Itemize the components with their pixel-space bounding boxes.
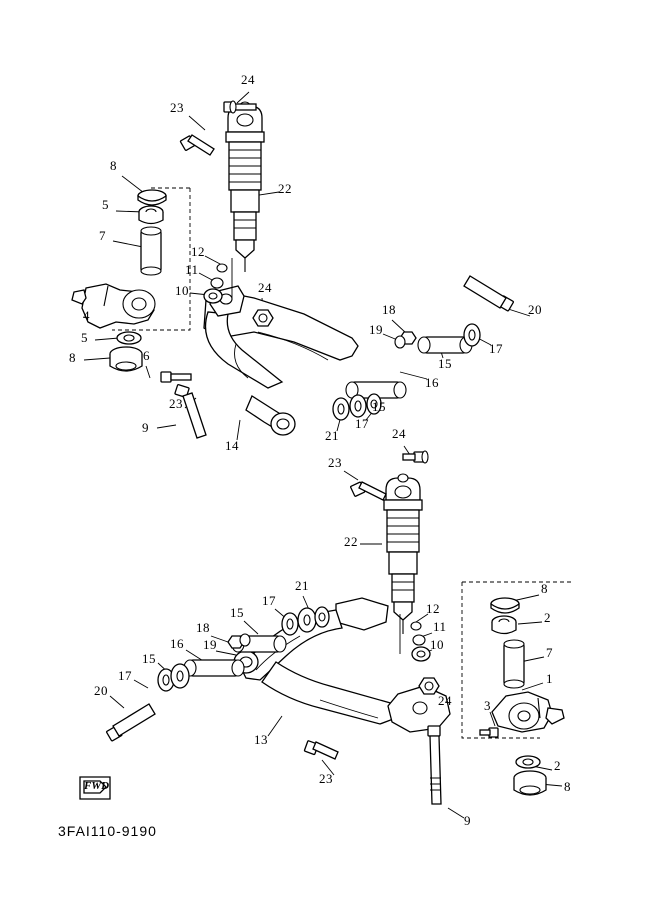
callout-8: 8 (110, 158, 117, 173)
shock-absorber-lower (384, 474, 422, 634)
callout-18: 18 (382, 302, 396, 317)
nut-24-upper (253, 310, 273, 326)
callout-8c: 8 (541, 581, 548, 596)
callout-17b: 17 (355, 416, 369, 431)
part-8-lower-right-cap (491, 598, 519, 613)
callout-16: 16 (425, 375, 439, 390)
callout-22: 22 (278, 181, 292, 196)
callout-11: 11 (185, 262, 199, 277)
callout-24b: 24 (258, 280, 272, 295)
callout-5b: 5 (81, 330, 88, 345)
bolt-23-upper (180, 135, 214, 155)
callout-24d: 24 (438, 693, 452, 708)
bolt-23-lower-arm (304, 741, 338, 759)
leader-lines-lower (110, 446, 562, 818)
lower-a-arm-13 (234, 598, 450, 732)
part-8-bottom-right-cap (514, 771, 546, 795)
callout-14: 14 (225, 438, 239, 453)
callout-5: 5 (102, 197, 109, 212)
callout-23c: 23 (328, 455, 342, 470)
callout-4: 4 (83, 308, 90, 323)
callout-21: 21 (325, 428, 339, 443)
callout-6: 6 (143, 348, 150, 363)
part-6-bolt (161, 372, 191, 382)
callout-15d: 15 (142, 651, 156, 666)
part-5-lower-knuckle (117, 332, 141, 344)
shock-absorber-upper (226, 102, 264, 272)
callout-24c: 24 (392, 426, 406, 441)
callout-23d: 23 (319, 771, 333, 786)
part-9-bolt-lower (428, 726, 441, 804)
callout-9b: 9 (464, 813, 471, 828)
callout-3: 3 (484, 698, 491, 713)
nut-24-lower (419, 678, 439, 694)
callout-10: 10 (175, 283, 189, 298)
callout-7: 7 (99, 228, 106, 243)
callout-17d: 17 (118, 668, 132, 683)
part-8-lower-cap (110, 347, 142, 371)
part-7-bush-lower (504, 640, 524, 688)
callout-1: 1 (546, 671, 553, 686)
callout-24: 24 (241, 72, 255, 87)
part-8-upper-cap (138, 190, 166, 205)
part-7-bush-upper (141, 227, 161, 275)
callout-7b: 7 (546, 645, 553, 660)
callout-20: 20 (528, 302, 542, 317)
bolt-24-lower-top (403, 451, 428, 463)
callout-12b: 12 (426, 601, 440, 616)
callout-21b: 21 (295, 578, 309, 593)
callout-17c: 17 (262, 593, 276, 608)
callout-22b: 22 (344, 534, 358, 549)
callout-16b: 16 (170, 636, 184, 651)
callout-15b: 15 (372, 399, 386, 414)
part-code-label: 3FAI110-9190 (58, 823, 157, 839)
callout-12: 12 (191, 244, 205, 259)
callout-2b: 2 (554, 758, 561, 773)
callout-18b: 18 (196, 620, 210, 635)
callout-2: 2 (544, 610, 551, 625)
callout-8d: 8 (564, 779, 571, 794)
callout-19: 19 (369, 322, 383, 337)
callout-8b: 8 (69, 350, 76, 365)
callout-20b: 20 (94, 683, 108, 698)
bolt-23-lower (350, 482, 386, 500)
callout-13: 13 (254, 732, 268, 747)
callout-17: 17 (489, 341, 503, 356)
callout-19b: 19 (203, 637, 217, 652)
pivot-hardware-lower (400, 614, 430, 661)
callout-23b: 23 (169, 396, 183, 411)
knuckle-part-1 (492, 692, 564, 732)
part-2-lower-right (516, 756, 540, 768)
callout-23: 23 (170, 100, 184, 115)
fwd-label: FWD (84, 780, 110, 792)
callout-10b: 10 (430, 637, 444, 652)
part-2-upper-right (492, 616, 516, 634)
tie-rod-assembly-upper (333, 276, 514, 420)
part-3-bolt (480, 728, 498, 737)
callout-11b: 11 (433, 619, 447, 634)
callout-15: 15 (438, 356, 452, 371)
callout-15c: 15 (230, 605, 244, 620)
part-5-upper (139, 206, 163, 224)
callout-9: 9 (142, 420, 149, 435)
